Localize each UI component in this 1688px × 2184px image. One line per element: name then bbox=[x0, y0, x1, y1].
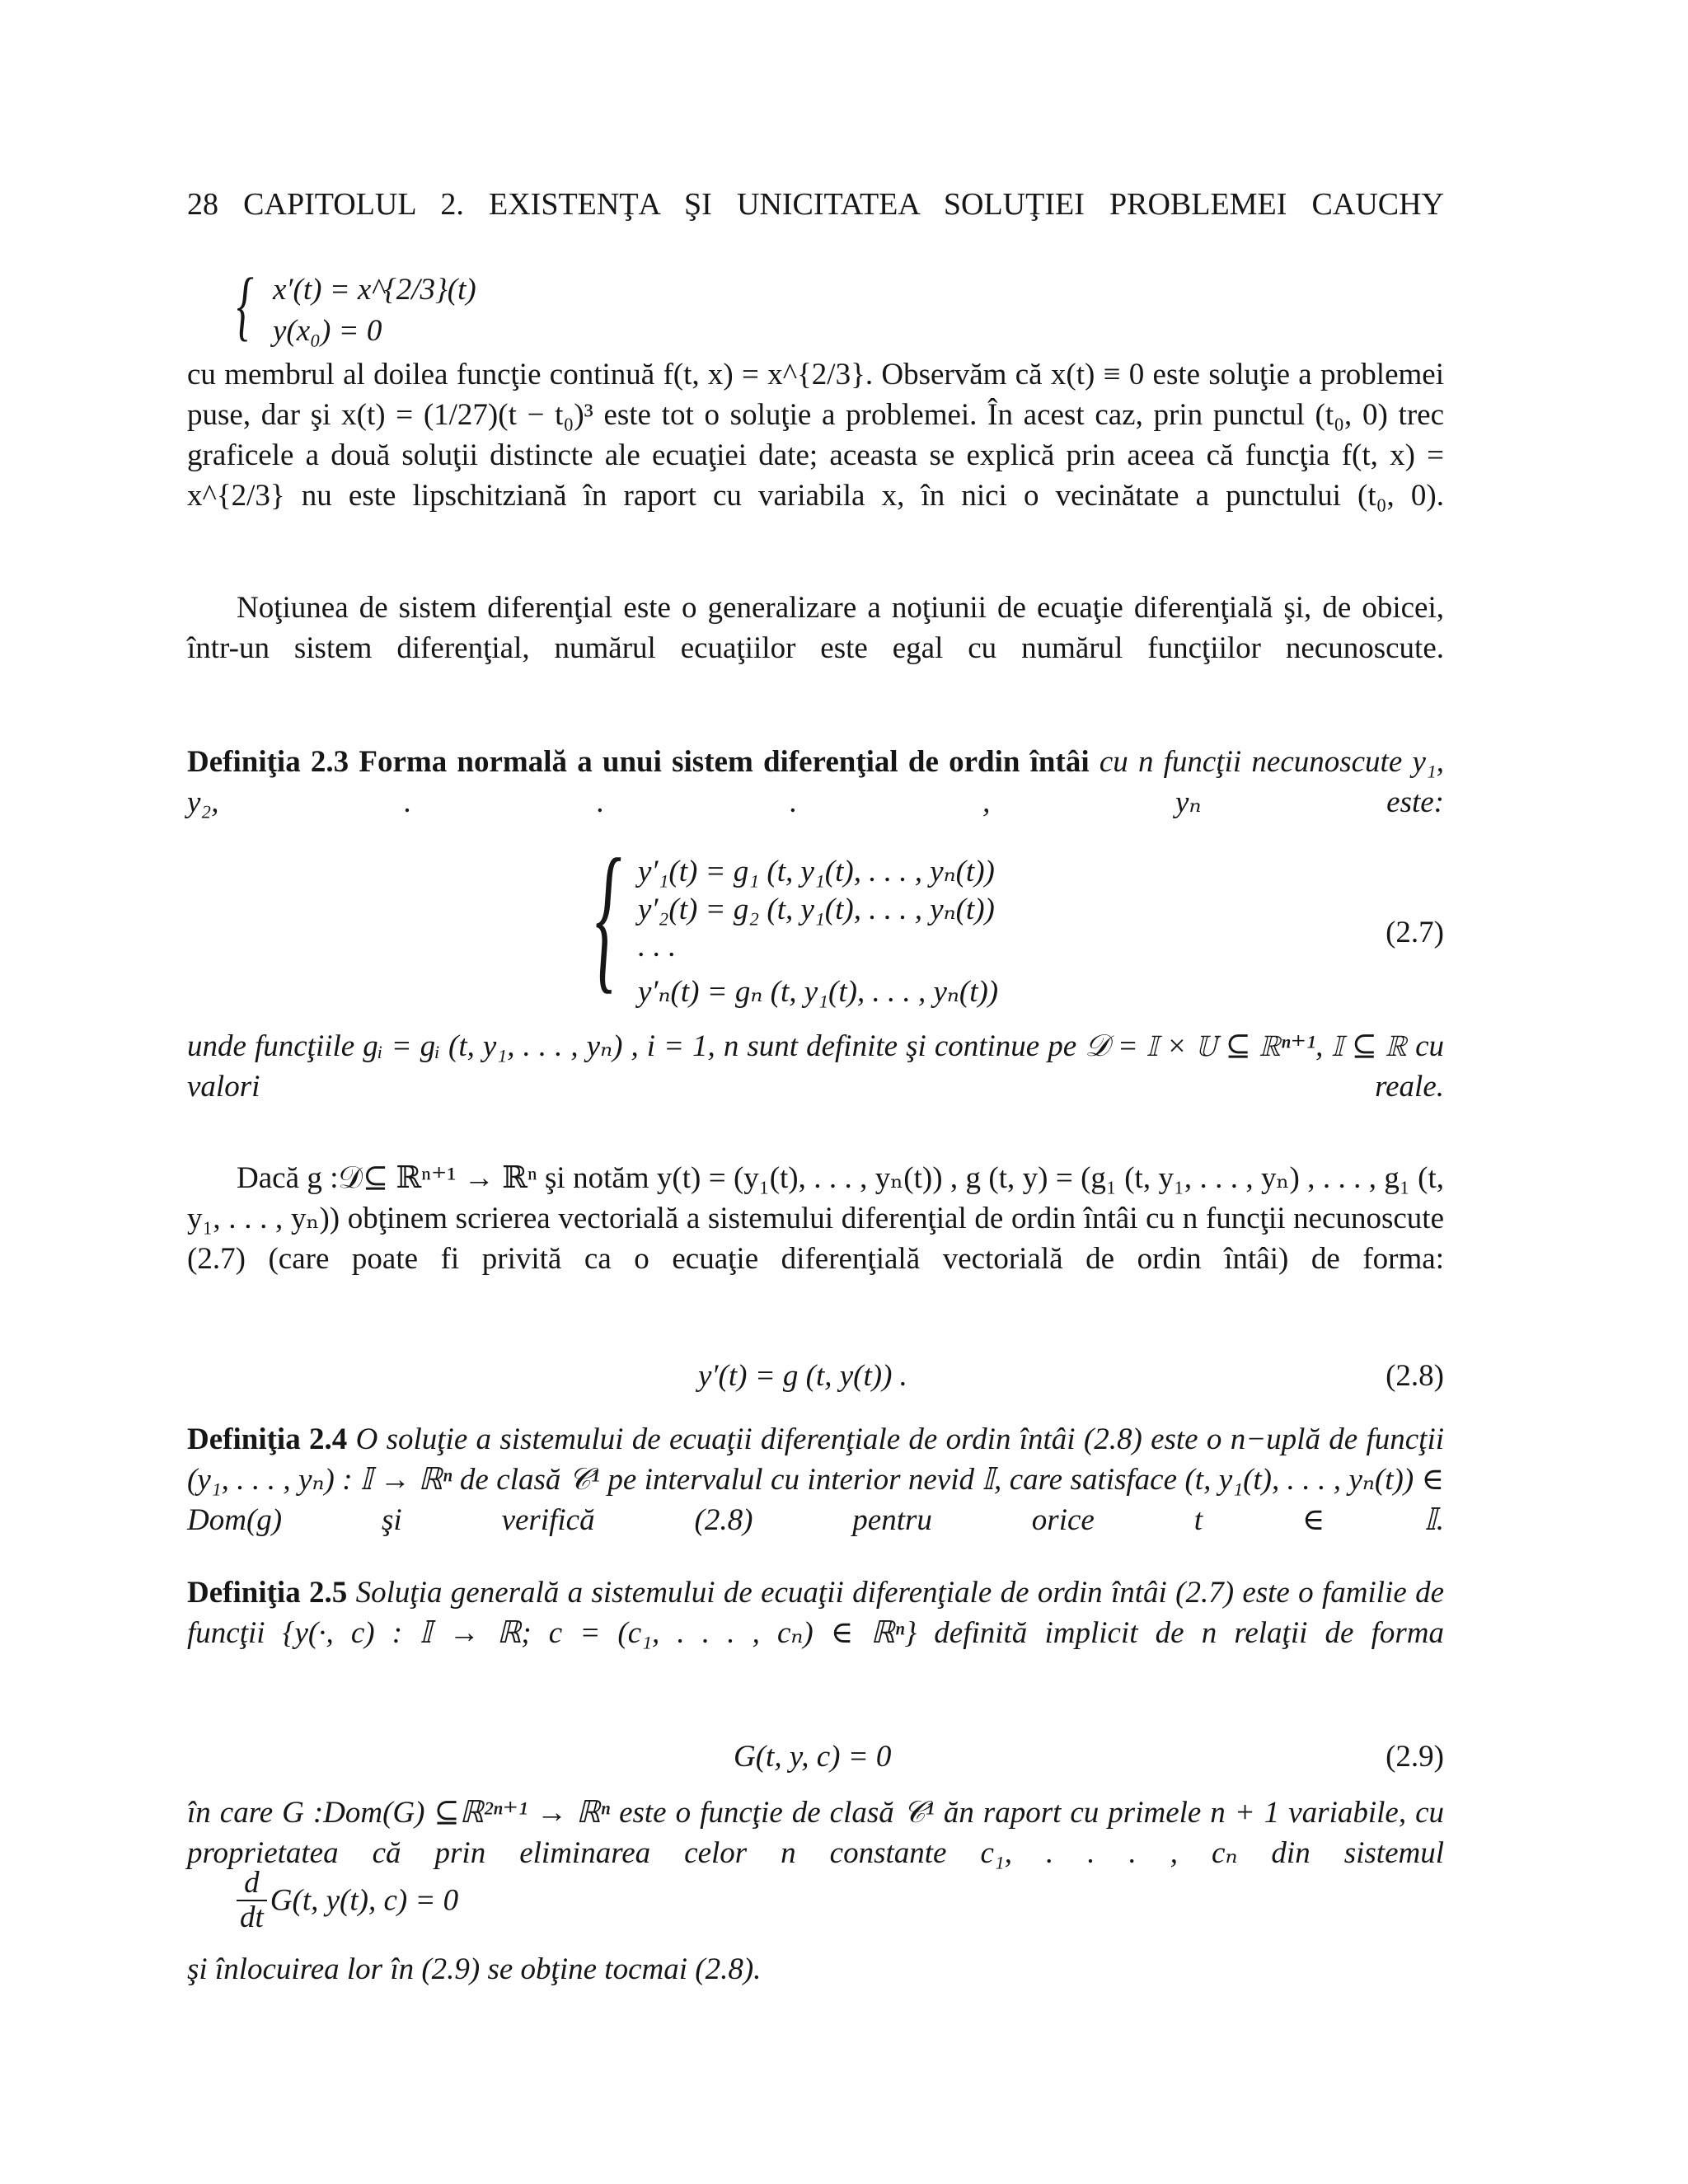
definition-2-4 bbox=[187, 1419, 1444, 1543]
paragraph-text: în care G :Dom(G) ⊆ℝ²ⁿ⁺¹ → ℝⁿ este o funcţie de clasă 𝒞¹ ăn raport cu primele n + 1 variabile, cu proprietatea că prin eliminarea celor n constante c₁, . . . , cₙ din sistemul bbox=[187, 1796, 1444, 1870]
running-header bbox=[187, 186, 1444, 223]
system-line-2: y(x₀) = 0 bbox=[273, 314, 382, 348]
paragraph-vector-form bbox=[187, 1158, 1444, 1323]
equation-body: y′(t) = g (t, y(t)) . bbox=[698, 1359, 907, 1393]
paragraph-example-explanation bbox=[187, 354, 1444, 556]
system-line-1: y′₁(t) = g₁ (t, y₁(t), . . . , yₙ(t)) bbox=[638, 855, 995, 888]
paragraph-after-2-7 bbox=[187, 1026, 1444, 1108]
paragraph-text: şi înlocuirea lor în (2.9) se obţine tocmai (2.8). bbox=[187, 1952, 762, 1986]
definition-label: Definiţia 2.3 Forma normală a unui sistem diferenţial de ordin întâi bbox=[187, 745, 1090, 779]
derivative-rest: G(t, y(t), c) = 0 bbox=[270, 1883, 459, 1918]
system-2-7 bbox=[595, 826, 1444, 1018]
equation-2-8 bbox=[187, 1358, 1444, 1399]
page bbox=[187, 0, 1444, 2184]
left-brace: { bbox=[595, 826, 621, 1008]
definition-text: cu n funcţii necunoscute y₁, y₂, . . . , yₙ este: bbox=[187, 745, 1445, 819]
equation-number: (2.9) bbox=[1386, 1740, 1444, 1774]
definition-2-5 bbox=[187, 1572, 1444, 1696]
definition-text: O soluţie a sistemului de ecuaţii diferenţiale de ordin întâi (2.8) este o n−uplă de funcţii (y₁, . . . , yₙ) : 𝕀 → ℝⁿ de clasă 𝒞¹ pe intervalul cu interior nevid 𝕀, care satisface (t, y₁(t), . . . , yₙ(t)) ∈ Dom(g) şi verifică (2.8) pentru orice t ∈ 𝕀. bbox=[187, 1422, 1445, 1537]
paragraph-text: Noţiunea de sistem diferenţial este o generalizare a noţiunii de ecuaţie diferenţială şi, de obicei, într-un sistem diferenţial, numărul ecuaţiilor este egal cu numărul funcţiilor necunoscute. bbox=[187, 591, 1444, 665]
paragraph-text: unde funcţiile gᵢ = gᵢ (t, y₁, . . . , yₙ) , i = 1, n sunt definite şi continue pe 𝒟 = 𝕀 × 𝕌 ⊆ ℝⁿ⁺¹, 𝕀 ⊆ ℝ cu valori reale. bbox=[187, 1029, 1444, 1104]
equation-number: (2.7) bbox=[1386, 916, 1444, 949]
definition-text: Soluţia generală a sistemului de ecuaţii diferenţiale de ordin întâi (2.7) este o familie de funcţii {y(·, c) : 𝕀 → ℝ; c = (c₁, . . . , cₙ) ∈ ℝⁿ} definită implicit de n relaţii de forma bbox=[187, 1576, 1445, 1650]
fraction-numerator: d bbox=[244, 1866, 260, 1900]
derivative-equation bbox=[187, 1867, 1444, 1949]
definition-label: Definiţia 2.5 bbox=[187, 1576, 348, 1610]
definition-label: Definiţia 2.4 bbox=[187, 1422, 348, 1456]
system-line-3: . . . bbox=[638, 930, 677, 963]
fraction-denominator: dt bbox=[237, 1900, 267, 1934]
system-line-2: y′₂(t) = g₂ (t, y₁(t), . . . , yₙ(t)) bbox=[638, 893, 995, 926]
equation-2-9 bbox=[187, 1739, 1444, 1780]
paragraph-text: Dacă g :𝒟⊆ ℝⁿ⁺¹ → ℝⁿ şi notăm y(t) = (y₁(t), . . . , yₙ(t)) , g (t, y) = (g₁ (t, y₁, . . . , yₙ) , . . . , g₁ (t, y₁, . . . , yₙ)) obţinem scrierea vectorială a sistemului diferenţial de ordin întâi cu n funcţii necunoscute (2.7) (care poate fi privită ca o ecuaţie diferenţială vectorială de ordin întâi) de forma: bbox=[187, 1161, 1444, 1276]
paragraph-final bbox=[187, 1949, 1444, 1990]
equation-body: G(t, y, c) = 0 bbox=[734, 1740, 892, 1774]
paragraph-after-2-9 bbox=[187, 1793, 1444, 1875]
cauchy-example-system bbox=[237, 263, 731, 363]
derivative-expression bbox=[237, 1867, 458, 1934]
equation-number: (2.8) bbox=[1386, 1359, 1444, 1393]
paragraph-text: cu membrul al doilea funcţie continuă f(t, x) = x^{2/3}. Observăm că x(t) ≡ 0 este soluţie a problemei puse, dar şi x(t) = (1/27)(t − t₀)³ este tot o soluţie a problemei. În acest caz, prin punctul (t₀, 0) trec graficele a două soluţii distincte ale ecuaţiei date; aceasta se explică prin aceea că funcţia f(t, x) = x^{2/3} nu este lipschitziană în raport cu variabila x, în nici o vecinătate a punctului (t₀, 0). bbox=[187, 358, 1444, 513]
left-brace: { bbox=[237, 263, 254, 349]
definition-2-3 bbox=[187, 742, 1444, 824]
paragraph-system-notion bbox=[187, 588, 1444, 711]
system-line-4: y′ₙ(t) = gₙ (t, y₁(t), . . . , yₙ(t)) bbox=[638, 975, 999, 1009]
system-line-1: x′(t) = x^{2/3}(t) bbox=[273, 273, 476, 307]
running-header-text: 28 CAPITOLUL 2. EXISTENŢA ŞI UNICITATEA SOLUŢIEI PROBLEMEI CAUCHY bbox=[187, 187, 1444, 222]
derivative-fraction bbox=[237, 1867, 267, 1934]
